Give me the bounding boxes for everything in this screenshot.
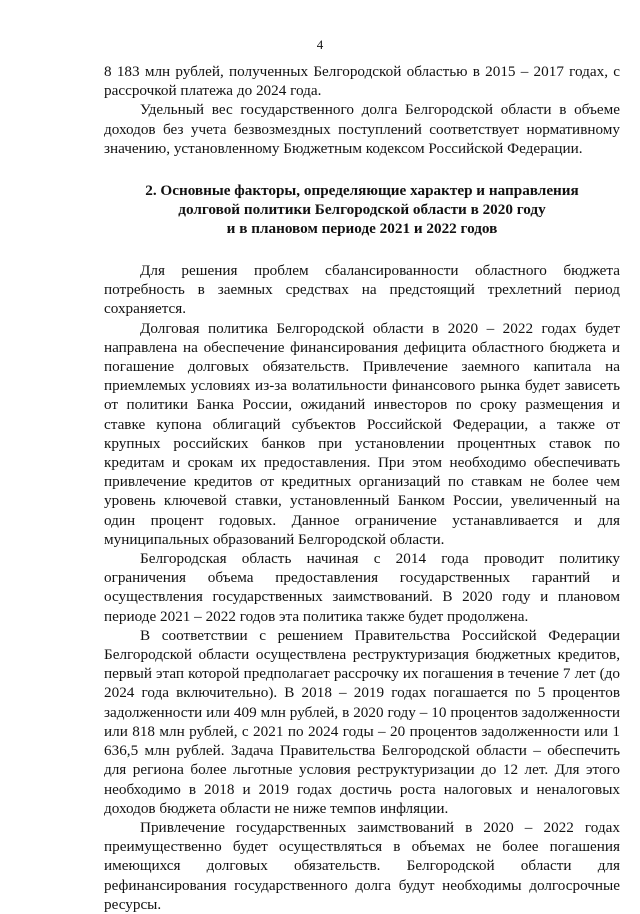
section-heading-line-2: долговой политики Белгородской области в 2020 году	[178, 201, 546, 219]
spacer	[104, 158, 620, 181]
section-heading	[104, 181, 620, 238]
section-heading-line-3: и в плановом периоде 2021 и 2022 годов	[226, 220, 498, 238]
spacer	[104, 238, 620, 261]
paragraph-borrowing-need: Для решения проблем сбалансированности областного бюджета потребность в заемных средствах на предстоящий трехлетний период сохраняется.	[104, 262, 620, 318]
document-body	[104, 62, 620, 914]
paragraph-restructuring: В соответствии с решением Правительства Российской Федерации Белгородской области осуществлена реструктуризация бюджетных кредитов, первый этап которой предполагает рассрочку их погашения в течение 7 лет (до 2024 года включительно). В 2018 – 2019 годах погашается по 5 процентов задолженности или 409 млн рублей, в 2020 году – 10 процентов задолженности или 818 млн рублей, с 2021 по 2024 годы – 20 процентов задолженности или 1 636,5 млн рублей. Задача Правительства Белгородской области – обеспечить для региона более льготные условия реструктуризации до 12 лет. Для этого необходимо в 2018 и 2019 годах достичь роста налоговых и неналоговых доходов бюджета области не ниже темпов инфляции.	[104, 626, 620, 817]
paragraph-borrowing-volume: Привлечение государственных заимствований в 2020 – 2022 годах преимущественно будет осуществляться в объемах не более погашения имеющихся долговых обязательств. Белгородской области для рефинансирования государственного долга будут необходимы долгосрочные ресурсы.	[104, 818, 620, 913]
paragraph-guarantees: Белгородская область начиная с 2014 года проводит политику ограничения объема предоставления государственных гарантий и осуществления государственных заимствований. В 2020 году и плановом периоде 2021 – 2022 годов эта политика также будет продолжена.	[104, 550, 620, 625]
page-number: 4	[316, 37, 324, 52]
paragraph-debt-policy: Долговая политика Белгородской области в 2020 – 2022 годах будет направлена на обеспечение финансирования дефицита областного бюджета и погашение долговых обязательств. Привлечение заемного капитала на приемлемых условиях из-за волатильности финансового рынка будет зависеть от политики Банка России, ожиданий инвесторов по сроку размещения и ставке купона облигаций субъектов Российской Федерации, а также от крупных российских банков при установлении процентных ставок по кредитам и срокам их предоставления. При этом необходимо обеспечивать привлечение кредитов от кредитных организаций по ставкам не более чем уровень ключевой ставки, установленный Банком России, увеличенный на один процент годовых. Данное ограничение устанавливается и для муниципальных образований Белгородской области.	[104, 319, 620, 548]
paragraph-continuation: 8 183 млн рублей, полученных Белгородской областью в 2015 – 2017 годах, с рассрочкой платежа до 2024 года.	[104, 63, 620, 100]
section-heading-line-1: 2. Основные факторы, определяющие характер и направления	[145, 182, 579, 200]
paragraph-debt-share: Удельный вес государственного долга Белгородской области в объеме доходов без учета безвозмездных поступлений соответствует нормативному значению, установленному Бюджетным кодексом Российской Федерации.	[104, 101, 620, 157]
